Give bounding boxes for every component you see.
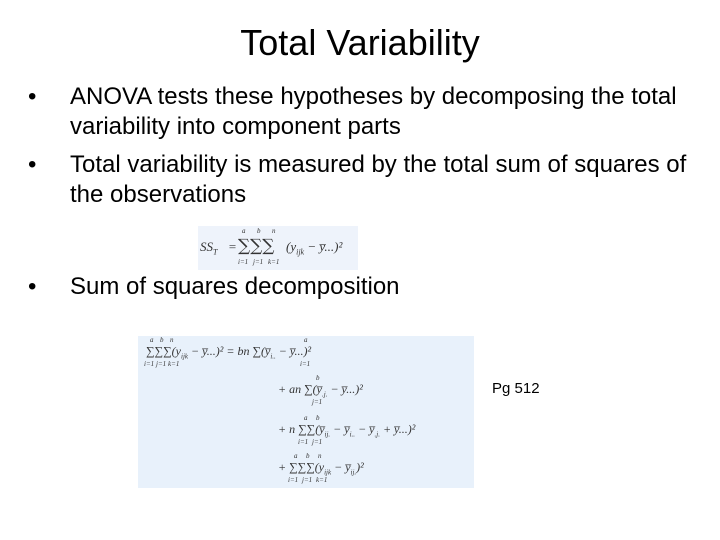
decomp-line-1: $\sum\sum\sum(y_{ijk}$ − y̅...)² = bn $\sum(y̅_{i..}$ − y̅...)² (146, 344, 312, 361)
bullet-text: Total variability is measured by the total sum of squares of the observations (70, 151, 687, 208)
bullet-glyph: • (28, 83, 37, 110)
sigma-symbols: ∑∑∑ (238, 236, 275, 256)
sst-equation: $SS_T$ = ∑∑∑ a b n i=1 j=1 k=1 ($y_{ijk}$ − y̅...)² (198, 226, 358, 270)
bullet-item (28, 272, 400, 302)
sst-term: ($y_{ijk}$ − y̅...)² (286, 239, 343, 257)
decomp-line-2: + an $\sum(y̅_{.j.}$ − y̅...)² (278, 382, 363, 399)
decomp-line-4: + $\sum\sum\sum(y_{ijk}$ − $y̅_{ij.})^2$ (278, 460, 364, 477)
sst-lhs: $SS_T$ (200, 239, 218, 257)
bullet-text: Sum of squares decomposition (70, 273, 400, 300)
bullet-glyph: • (28, 151, 37, 178)
bullet-item (28, 150, 698, 210)
page-reference: Pg 512 (492, 380, 540, 397)
ss-decomposition-equation: $\sum\sum\sum(y_{ijk}$ − y̅...)² = bn $\sum(y̅_{i..}$ − y̅...)² a b n a i=1 j=1 k=1 i=1 + an $\sum(y̅_{.j.}$ − y̅...)² b j=1 + n $\sum\sum(y̅_{ij.}$ − $y̅_{i..}$ − $y̅_{.j.}$ + y̅...)² a b i=1 j=1 + $\sum\sum\sum(y_{ijk}$ − $y̅_{ij.})^2$ a b n i=1 j=1 k=1 (138, 336, 474, 488)
sst-equals: = (228, 239, 237, 254)
decomp-line-3: + n $\sum\sum(y̅_{ij.}$ − $y̅_{i..}$ − $y̅_{.j.}$ + y̅...)² (278, 422, 416, 439)
slide-title: Total Variability (240, 22, 480, 63)
bullet-list (28, 82, 698, 218)
bullet-glyph: • (28, 273, 37, 300)
bullet-item (28, 82, 698, 142)
bullet-text: ANOVA tests these hypotheses by decomposing the total variability into component parts (70, 83, 677, 140)
